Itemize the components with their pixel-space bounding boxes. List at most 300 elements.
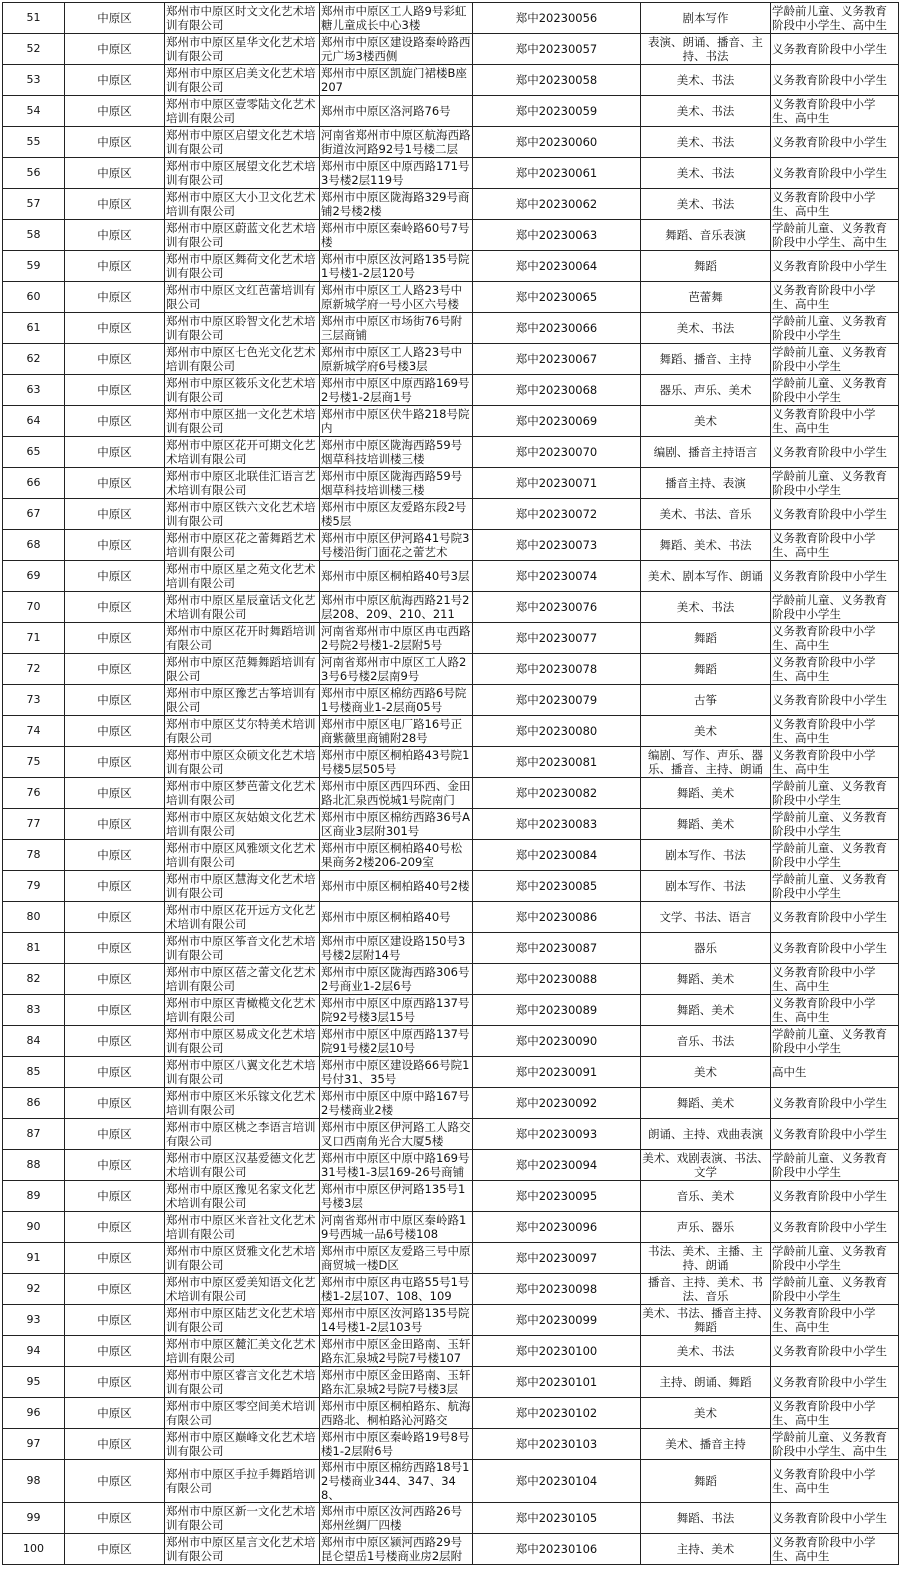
table-row <box>3 3 899 34</box>
row-number-cell: 91 <box>3 1243 65 1274</box>
address-cell: 郑州市中原区汝河路135号院1号楼1-2层120号 <box>320 251 473 282</box>
subjects-cell: 美术、书法 <box>641 127 771 158</box>
institution-name-cell: 郑州市中原区桃之李语言培训有限公司 <box>165 1119 320 1150</box>
row-number-cell: 77 <box>3 809 65 840</box>
institution-name-cell: 郑州市中原区梦芭蕾文化艺术培训有限公司 <box>165 778 320 809</box>
subjects-cell: 美术 <box>641 406 771 437</box>
row-number-cell: 90 <box>3 1212 65 1243</box>
subjects-cell: 舞蹈 <box>641 654 771 685</box>
address-cell: 郑州市中原区陇海西路59号烟草科技培训楼三楼 <box>320 437 473 468</box>
institution-name-cell: 郑州市中原区壹零陆文化艺术培训有限公司 <box>165 96 320 127</box>
license-number-cell: 郑中20230102 <box>473 1398 641 1429</box>
license-number-cell: 郑中20230088 <box>473 964 641 995</box>
table-row <box>3 1367 899 1398</box>
row-number-cell: 52 <box>3 34 65 65</box>
district-cell: 中原区 <box>65 902 165 933</box>
target-students-cell: 学龄前儿童、义务教育阶段中小学生 <box>771 1274 899 1305</box>
license-number-cell: 郑中20230089 <box>473 995 641 1026</box>
target-students-cell: 义务教育阶段中小学生 <box>771 158 899 189</box>
target-students-cell: 义务教育阶段中小学生 <box>771 1336 899 1367</box>
table-row <box>3 437 899 468</box>
license-number-cell: 郑中20230065 <box>473 282 641 313</box>
subjects-cell: 美术、书法、音乐 <box>641 499 771 530</box>
subjects-cell: 书法、美术、主播、主持、朗诵 <box>641 1243 771 1274</box>
subjects-cell: 编剧、播音主持语言 <box>641 437 771 468</box>
license-number-cell: 郑中20230097 <box>473 1243 641 1274</box>
address-cell: 郑州市中原区颍河西路29号昆仑望岳1号楼商业房2层附 <box>320 1534 473 1565</box>
license-number-cell: 郑中20230101 <box>473 1367 641 1398</box>
row-number-cell: 51 <box>3 3 65 34</box>
district-cell: 中原区 <box>65 747 165 778</box>
row-number-cell: 73 <box>3 685 65 716</box>
table-row <box>3 468 899 499</box>
district-cell: 中原区 <box>65 654 165 685</box>
subjects-cell: 芭蕾舞 <box>641 282 771 313</box>
target-students-cell: 义务教育阶段中小学生 <box>771 902 899 933</box>
subjects-cell: 美术、书法 <box>641 158 771 189</box>
institution-name-cell: 郑州市中原区时文文化艺术培训有限公司 <box>165 3 320 34</box>
district-cell: 中原区 <box>65 189 165 220</box>
subjects-cell: 美术、书法 <box>641 592 771 623</box>
subjects-cell: 美术、书法 <box>641 189 771 220</box>
target-students-cell: 义务教育阶段中小学生 <box>771 437 899 468</box>
license-number-cell: 郑中20230080 <box>473 716 641 747</box>
table-row <box>3 313 899 344</box>
subjects-cell: 美术 <box>641 1057 771 1088</box>
subjects-cell: 音乐、美术 <box>641 1181 771 1212</box>
table-row <box>3 96 899 127</box>
license-number-cell: 郑中20230057 <box>473 34 641 65</box>
target-students-cell: 义务教育阶段中小学生、高中生 <box>771 654 899 685</box>
target-students-cell: 义务教育阶段中小学生 <box>771 1119 899 1150</box>
table-row <box>3 1429 899 1460</box>
address-cell: 郑州市中原区棉纺西路18号12号楼商业344、347、348、 <box>320 1460 473 1503</box>
district-cell: 中原区 <box>65 561 165 592</box>
address-cell: 郑州市中原区中原中路169号31号楼1-3层169-26号商铺 <box>320 1150 473 1181</box>
district-cell: 中原区 <box>65 1057 165 1088</box>
subjects-cell: 舞蹈 <box>641 623 771 654</box>
row-number-cell: 100 <box>3 1534 65 1565</box>
subjects-cell: 美术、剧本写作、朗诵 <box>641 561 771 592</box>
subjects-cell: 音乐、书法 <box>641 1026 771 1057</box>
address-cell: 郑州市中原区友爱路东段2号楼5层 <box>320 499 473 530</box>
row-number-cell: 61 <box>3 313 65 344</box>
address-cell: 河南省郑州市中原区工人路23号6号楼2层南9号 <box>320 654 473 685</box>
institution-name-cell: 郑州市中原区启美文化艺术培训有限公司 <box>165 65 320 96</box>
district-cell: 中原区 <box>65 933 165 964</box>
subjects-cell: 编剧、写作、声乐、器乐、播音、主持、朗诵 <box>641 747 771 778</box>
address-cell: 郑州市中原区桐柏路40号2楼 <box>320 871 473 902</box>
license-number-cell: 郑中20230090 <box>473 1026 641 1057</box>
institution-name-cell: 郑州市中原区铁六文化艺术培训有限公司 <box>165 499 320 530</box>
row-number-cell: 86 <box>3 1088 65 1119</box>
target-students-cell: 义务教育阶段中小学生 <box>771 1088 899 1119</box>
institution-name-cell: 郑州市中原区八翼文化艺术培训有限公司 <box>165 1057 320 1088</box>
row-number-cell: 75 <box>3 747 65 778</box>
district-cell: 中原区 <box>65 530 165 561</box>
target-students-cell: 学龄前儿童、义务教育阶段中小学生 <box>771 468 899 499</box>
address-cell: 郑州市中原区秦岭路60号7号楼 <box>320 220 473 251</box>
row-number-cell: 89 <box>3 1181 65 1212</box>
district-cell: 中原区 <box>65 685 165 716</box>
row-number-cell: 80 <box>3 902 65 933</box>
district-cell: 中原区 <box>65 1429 165 1460</box>
district-cell: 中原区 <box>65 840 165 871</box>
target-students-cell: 义务教育阶段中小学生、高中生 <box>771 530 899 561</box>
address-cell: 郑州市中原区建设路150号3号楼2层附14号 <box>320 933 473 964</box>
district-cell: 中原区 <box>65 1212 165 1243</box>
address-cell: 郑州市中原区陇海路329号商铺2号楼2楼 <box>320 189 473 220</box>
license-number-cell: 郑中20230082 <box>473 778 641 809</box>
row-number-cell: 96 <box>3 1398 65 1429</box>
district-cell: 中原区 <box>65 809 165 840</box>
row-number-cell: 95 <box>3 1367 65 1398</box>
address-cell: 郑州市中原区电厂路16号正商紫薇里商铺附28号 <box>320 716 473 747</box>
target-students-cell: 义务教育阶段中小学生 <box>771 499 899 530</box>
target-students-cell: 学龄前儿童、义务教育阶段中小学生 <box>771 375 899 406</box>
license-number-cell: 郑中20230084 <box>473 840 641 871</box>
table-row <box>3 1534 899 1565</box>
row-number-cell: 69 <box>3 561 65 592</box>
district-cell: 中原区 <box>65 65 165 96</box>
target-students-cell: 学龄前儿童、义务教育阶段中小学生 <box>771 313 899 344</box>
target-students-cell: 义务教育阶段中小学生 <box>771 127 899 158</box>
target-students-cell: 学龄前儿童、义务教育阶段中小学生 <box>771 1150 899 1181</box>
table-row <box>3 530 899 561</box>
target-students-cell: 学龄前儿童、义务教育阶段中小学生 <box>771 871 899 902</box>
table-row <box>3 685 899 716</box>
row-number-cell: 60 <box>3 282 65 313</box>
license-number-cell: 郑中20230093 <box>473 1119 641 1150</box>
subjects-cell: 美术、播音主持 <box>641 1429 771 1460</box>
subjects-cell: 美术、书法 <box>641 313 771 344</box>
table-row <box>3 251 899 282</box>
address-cell: 郑州市中原区中原西路137号院91号楼2层10号 <box>320 1026 473 1057</box>
institution-name-cell: 郑州市中原区贤雅文化艺术培训有限公司 <box>165 1243 320 1274</box>
license-number-cell: 郑中20230073 <box>473 530 641 561</box>
district-cell: 中原区 <box>65 158 165 189</box>
institution-name-cell: 郑州市中原区范舞舞蹈培训有限公司 <box>165 654 320 685</box>
target-students-cell: 义务教育阶段中小学生、高中生 <box>771 406 899 437</box>
license-number-cell: 郑中20230077 <box>473 623 641 654</box>
table-row <box>3 1460 899 1503</box>
institution-name-cell: 郑州市中原区米乐镓文化艺术培训有限公司 <box>165 1088 320 1119</box>
row-number-cell: 65 <box>3 437 65 468</box>
target-students-cell: 义务教育阶段中小学生 <box>771 1367 899 1398</box>
address-cell: 郑州市中原区桐柏路40号松果商务2楼206-209室 <box>320 840 473 871</box>
institution-name-cell: 郑州市中原区大小卫文化艺术培训有限公司 <box>165 189 320 220</box>
district-cell: 中原区 <box>65 220 165 251</box>
institution-name-cell: 郑州市中原区新一文化艺术培训有限公司 <box>165 1503 320 1534</box>
district-cell: 中原区 <box>65 871 165 902</box>
table-row <box>3 1212 899 1243</box>
district-cell: 中原区 <box>65 282 165 313</box>
row-number-cell: 67 <box>3 499 65 530</box>
target-students-cell: 义务教育阶段中小学生、高中生 <box>771 282 899 313</box>
address-cell: 郑州市中原区桐柏路40号 <box>320 902 473 933</box>
table-row <box>3 809 899 840</box>
institution-name-cell: 郑州市中原区豫艺古筝培训有限公司 <box>165 685 320 716</box>
district-cell: 中原区 <box>65 3 165 34</box>
subjects-cell: 舞蹈、书法 <box>641 1503 771 1534</box>
target-students-cell: 义务教育阶段中小学生 <box>771 933 899 964</box>
table-row <box>3 964 899 995</box>
district-cell: 中原区 <box>65 96 165 127</box>
license-number-cell: 郑中20230096 <box>473 1212 641 1243</box>
address-cell: 郑州市中原区秦岭路19号8号楼1-2层附6号 <box>320 1429 473 1460</box>
target-students-cell: 学龄前儿童、义务教育阶段中小学生 <box>771 840 899 871</box>
district-cell: 中原区 <box>65 623 165 654</box>
institution-name-cell: 郑州市中原区花开远方文化艺术培训有限公司 <box>165 902 320 933</box>
subjects-cell: 舞蹈、美术 <box>641 778 771 809</box>
subjects-cell: 剧本写作、书法 <box>641 840 771 871</box>
table-row <box>3 1026 899 1057</box>
institution-name-cell: 郑州市中原区筝音文化艺术培训有限公司 <box>165 933 320 964</box>
district-cell: 中原区 <box>65 1274 165 1305</box>
row-number-cell: 83 <box>3 995 65 1026</box>
district-cell: 中原区 <box>65 1336 165 1367</box>
row-number-cell: 63 <box>3 375 65 406</box>
district-cell: 中原区 <box>65 1305 165 1336</box>
license-number-cell: 郑中20230064 <box>473 251 641 282</box>
table-body <box>3 3 899 1565</box>
row-number-cell: 55 <box>3 127 65 158</box>
subjects-cell: 美术、书法、播音主持、舞蹈 <box>642 1306 769 1334</box>
table-row <box>3 592 899 623</box>
institution-name-cell: 郑州市中原区灰姑娘文化艺术培训有限公司 <box>165 809 320 840</box>
institution-name-cell: 郑州市中原区米音社文化艺术培训有限公司 <box>165 1212 320 1243</box>
target-students-cell: 义务教育阶段中小学生、高中生 <box>771 1305 899 1336</box>
license-number-cell: 郑中20230099 <box>473 1305 641 1336</box>
target-students-cell: 义务教育阶段中小学生、高中生 <box>771 1534 899 1565</box>
address-cell: 郑州市中原区工人路23号中原新城学府一号小区六号楼 <box>320 282 473 313</box>
target-students-cell: 义务教育阶段中小学生 <box>771 1212 899 1243</box>
table-row <box>3 654 899 685</box>
district-cell: 中原区 <box>65 1460 165 1503</box>
row-number-cell: 79 <box>3 871 65 902</box>
row-number-cell: 94 <box>3 1336 65 1367</box>
district-cell: 中原区 <box>65 468 165 499</box>
table-row <box>3 220 899 251</box>
address-cell: 郑州市中原区中原西路137号院92号楼3层15号 <box>320 995 473 1026</box>
address-cell: 郑州市中原区工人路23号中原新城学府6号楼3层 <box>320 344 473 375</box>
license-number-cell: 郑中20230066 <box>473 313 641 344</box>
target-students-cell: 学龄前儿童、义务教育阶段中小学生 <box>771 1243 899 1274</box>
target-students-cell: 义务教育阶段中小学生 <box>771 1503 899 1534</box>
table-row <box>3 1088 899 1119</box>
license-number-cell: 郑中20230104 <box>473 1460 641 1503</box>
address-cell: 郑州市中原区棉纺西路36号A区商业3层附301号 <box>320 809 473 840</box>
target-students-cell: 义务教育阶段中小学生 <box>771 251 899 282</box>
address-cell: 郑州市中原区陇海西路59号烟草科技培训楼三楼 <box>320 468 473 499</box>
institution-name-cell: 郑州市中原区文红芭蕾培训有限公司 <box>165 282 320 313</box>
subjects-cell: 舞蹈、美术 <box>641 809 771 840</box>
subjects-cell: 播音主持、表演 <box>641 468 771 499</box>
target-students-cell: 义务教育阶段中小学生 <box>771 685 899 716</box>
institution-name-cell: 郑州市中原区麓汇美文化艺术培训有限公司 <box>165 1336 320 1367</box>
license-number-cell: 郑中20230056 <box>473 3 641 34</box>
institution-name-cell: 郑州市中原区汉基爱德文化艺术培训有限公司 <box>165 1150 320 1181</box>
district-cell: 中原区 <box>65 1181 165 1212</box>
row-number-cell: 74 <box>3 716 65 747</box>
institution-name-cell: 郑州市中原区易成文化艺术培训有限公司 <box>165 1026 320 1057</box>
address-cell: 郑州市中原区中原中路167号2号楼商业2楼 <box>320 1088 473 1119</box>
address-cell: 郑州市中原区洛河路76号 <box>320 96 473 127</box>
target-students-cell: 义务教育阶段中小学生 <box>771 65 899 96</box>
district-cell: 中原区 <box>65 1150 165 1181</box>
address-cell: 郑州市中原区桐柏路43号院1号楼5层505号 <box>320 747 473 778</box>
address-cell: 河南省郑州市中原区秦岭路19号西城一品6号楼108 <box>320 1212 473 1243</box>
institution-name-cell: 郑州市中原区蔚蓝文化艺术培训有限公司 <box>165 220 320 251</box>
district-cell: 中原区 <box>65 499 165 530</box>
institution-name-cell: 郑州市中原区零空间美术培训有限公司 <box>165 1398 320 1429</box>
district-cell: 中原区 <box>65 1119 165 1150</box>
address-cell: 郑州市中原区汝河西路26号郑州丝绸厂四楼 <box>320 1503 473 1534</box>
institution-name-cell: 郑州市中原区花开可期文化艺术培训有限公司 <box>165 437 320 468</box>
district-cell: 中原区 <box>65 1503 165 1534</box>
license-number-cell: 郑中20230081 <box>473 747 641 778</box>
license-number-cell: 郑中20230068 <box>473 375 641 406</box>
license-number-cell: 郑中20230078 <box>473 654 641 685</box>
subjects-cell: 器乐、声乐、美术 <box>641 375 771 406</box>
subjects-cell: 舞蹈、美术 <box>641 1088 771 1119</box>
row-number-cell: 93 <box>3 1305 65 1336</box>
district-cell: 中原区 <box>65 34 165 65</box>
row-number-cell: 88 <box>3 1150 65 1181</box>
target-students-cell: 义务教育阶段中小学生、高中生 <box>771 747 899 778</box>
table-row <box>3 499 899 530</box>
table-row <box>3 778 899 809</box>
district-cell: 中原区 <box>65 406 165 437</box>
institution-name-cell: 郑州市中原区花开时舞蹈培训有限公司 <box>165 623 320 654</box>
institution-name-cell: 郑州市中原区蓓之蕾文化艺术培训有限公司 <box>165 964 320 995</box>
subjects-cell: 主持、朗诵、舞蹈 <box>641 1367 771 1398</box>
table-row <box>3 127 899 158</box>
license-number-cell: 郑中20230072 <box>473 499 641 530</box>
target-students-cell: 义务教育阶段中小学生 <box>771 1181 899 1212</box>
subjects-cell: 美术、戏剧表演、书法、文学 <box>642 1151 769 1179</box>
institution-name-cell: 郑州市中原区睿言文化艺术培训有限公司 <box>165 1367 320 1398</box>
district-cell: 中原区 <box>65 127 165 158</box>
subjects-cell: 表演、朗诵、播音、主持、书法 <box>641 34 771 65</box>
district-cell: 中原区 <box>65 778 165 809</box>
institution-name-cell: 郑州市中原区风雅颂文化艺术培训有限公司 <box>165 840 320 871</box>
institution-name-cell: 郑州市中原区星辰童话文化艺术培训有限公司 <box>165 592 320 623</box>
target-students-cell: 义务教育阶段中小学生 <box>771 561 899 592</box>
institution-name-cell: 郑州市中原区爱美知语文化艺术培训有限公司 <box>165 1274 320 1305</box>
license-number-cell: 郑中20230100 <box>473 1336 641 1367</box>
license-number-cell: 郑中20230087 <box>473 933 641 964</box>
license-number-cell: 郑中20230062 <box>473 189 641 220</box>
row-number-cell: 59 <box>3 251 65 282</box>
license-number-cell: 郑中20230069 <box>473 406 641 437</box>
table-row <box>3 747 899 778</box>
license-number-cell: 郑中20230071 <box>473 468 641 499</box>
address-cell: 郑州市中原区建设路66号院1号付31、35号 <box>320 1057 473 1088</box>
license-number-cell: 郑中20230085 <box>473 871 641 902</box>
institution-name-cell: 郑州市中原区筱乐文化艺术培训有限公司 <box>165 375 320 406</box>
address-cell: 郑州市中原区友爱路三号中原商贸城一楼D区 <box>321 1244 471 1272</box>
row-number-cell: 99 <box>3 1503 65 1534</box>
table-row <box>3 158 899 189</box>
subjects-cell: 朗诵、主持、戏曲表演 <box>641 1119 771 1150</box>
row-number-cell: 70 <box>3 592 65 623</box>
subjects-cell: 声乐、器乐 <box>641 1212 771 1243</box>
license-number-cell: 郑中20230067 <box>473 344 641 375</box>
institution-name-cell: 郑州市中原区巅峰文化艺术培训有限公司 <box>165 1429 320 1460</box>
row-number-cell: 97 <box>3 1429 65 1460</box>
address-cell: 郑州市中原区西四环西、金田路北汇泉西悦城1号院南门 <box>321 779 471 807</box>
target-students-cell: 学龄前儿童、义务教育阶段中小学生、高中生 <box>771 3 899 34</box>
table-row <box>3 344 899 375</box>
subjects-cell: 美术 <box>641 1398 771 1429</box>
subjects-cell: 剧本写作 <box>641 3 771 34</box>
row-number-cell: 56 <box>3 158 65 189</box>
subjects-cell: 主持、美术 <box>641 1534 771 1565</box>
address-cell: 郑州市中原区伏牛路218号院内 <box>320 406 473 437</box>
target-students-cell: 学龄前儿童、义务教育阶段中小学生 <box>771 344 899 375</box>
subjects-cell: 舞蹈、美术 <box>641 995 771 1026</box>
institution-name-cell: 郑州市中原区陆艺文化艺术培训有限公司 <box>165 1305 320 1336</box>
address-cell: 郑州市中原区汝河路135号院14号楼1-2层103号 <box>320 1305 473 1336</box>
target-students-cell: 义务教育阶段中小学生、高中生 <box>771 96 899 127</box>
table-row <box>3 933 899 964</box>
subjects-cell: 舞蹈 <box>641 1460 771 1503</box>
subjects-cell: 文学、书法、语言 <box>641 902 771 933</box>
license-number-cell: 郑中20230063 <box>473 220 641 251</box>
subjects-cell: 器乐 <box>641 933 771 964</box>
subjects-cell: 舞蹈、美术、书法 <box>641 530 771 561</box>
institution-name-cell: 郑州市中原区拙一文化艺术培训有限公司 <box>165 406 320 437</box>
address-cell: 郑州市中原区桐柏路东、航海西路北、桐柏路沁河路交 <box>321 1399 471 1427</box>
row-number-cell: 53 <box>3 65 65 96</box>
district-cell: 中原区 <box>65 592 165 623</box>
institution-name-cell: 郑州市中原区聆智文化艺术培训有限公司 <box>165 313 320 344</box>
license-number-cell: 郑中20230060 <box>473 127 641 158</box>
district-cell: 中原区 <box>65 437 165 468</box>
table-row <box>3 1119 899 1150</box>
table-row <box>3 1243 899 1274</box>
institution-name-cell: 郑州市中原区星言文化艺术培训有限公司 <box>165 1534 320 1565</box>
row-number-cell: 58 <box>3 220 65 251</box>
institution-name-cell: 郑州市中原区花之蕾舞蹈艺术培训有限公司 <box>165 530 320 561</box>
license-number-cell: 郑中20230105 <box>473 1503 641 1534</box>
target-students-cell: 学龄前儿童、义务教育阶段中小学生 <box>771 592 899 623</box>
target-students-cell: 义务教育阶段中小学生、高中生 <box>771 964 899 995</box>
target-students-cell: 义务教育阶段中小学生、高中生 <box>771 623 899 654</box>
target-students-cell: 学龄前儿童、义务教育阶段中小学生 <box>771 809 899 840</box>
subjects-cell: 美术、书法 <box>641 1336 771 1367</box>
row-number-cell: 76 <box>3 778 65 809</box>
table-row <box>3 1057 899 1088</box>
table-row <box>3 840 899 871</box>
subjects-cell: 美术、书法 <box>641 96 771 127</box>
license-number-cell: 郑中20230076 <box>473 592 641 623</box>
table-row <box>3 902 899 933</box>
target-students-cell: 义务教育阶段中小学生、高中生 <box>771 716 899 747</box>
institution-name-cell: 郑州市中原区青橄榄文化艺术培训有限公司 <box>165 995 320 1026</box>
table-row <box>3 375 899 406</box>
institution-name-cell: 郑州市中原区星之苑文化艺术培训有限公司 <box>165 561 320 592</box>
address-cell: 郑州市中原区冉屯路55号1号楼1-2层107、108、109 <box>320 1274 473 1305</box>
institution-name-cell: 郑州市中原区星华文化艺术培训有限公司 <box>165 34 320 65</box>
address-cell: 郑州市中原区桐柏路40号3层 <box>320 561 473 592</box>
table-row <box>3 1336 899 1367</box>
table-row <box>3 1305 899 1336</box>
license-number-cell: 郑中20230058 <box>473 65 641 96</box>
table-row <box>3 995 899 1026</box>
district-cell: 中原区 <box>65 995 165 1026</box>
